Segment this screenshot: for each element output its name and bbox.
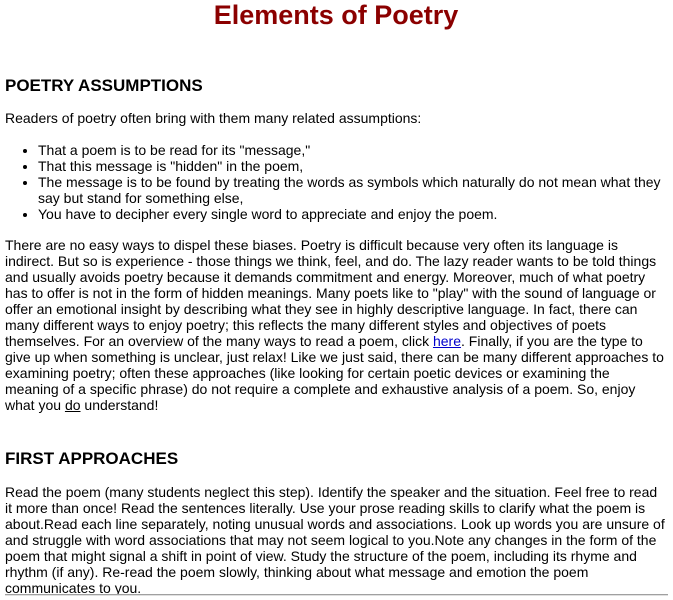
list-item: • That a poem is to be read for its "message," bbox=[38, 142, 667, 158]
paragraph-text: There are no easy ways to dispel these biases. Poetry is difficult because very often its language is indirect. But so is experience - those things we think, feel, and do. The lazy reader wants to be told things and usually avoids poetry because it demands commitment and energy. Moreover, much of what poetry has to offer is not in the form of hidden meanings. Many poets like to "play" with the sound of language or offer an emotional insight by describing what they see in highly descriptive language. In fact, there can many different ways to enjoy poetry; this reflects the many different styles and objectives of poets themselves. For an overview of the many ways to read a poem, click bbox=[5, 237, 657, 349]
horizontal-divider bbox=[5, 594, 668, 596]
assumption-list bbox=[5, 142, 667, 222]
here-link[interactable]: here bbox=[432, 333, 461, 349]
emphasis-do: do bbox=[64, 397, 81, 413]
list-item: • The message is to be found by treating the words as symbols which naturally do not mean what they say but stand for something else, bbox=[38, 174, 667, 206]
assumptions-intro: Readers of poetry often bring with them many related assumptions: bbox=[5, 110, 422, 126]
paragraph-text: . Finally, if you are the type to give up when something is unclear, just relax! Like we just said, there can be many different approaches to examining poetry; often these approaches (like looking for certain poetic devices or examining the meaning of a specific phrase) do not require a complete and exhaustive analysis of a poem. So, enjoy what you bbox=[5, 333, 664, 413]
paragraph-text: understand! bbox=[80, 397, 159, 413]
biases-paragraph bbox=[5, 237, 667, 413]
page-title: Elements of Poetry bbox=[213, 0, 459, 30]
list-item: • That this message is "hidden" in the poem, bbox=[38, 158, 667, 174]
section-heading-poetry-assumptions: POETRY ASSUMPTIONS bbox=[5, 76, 203, 95]
list-item: • You have to decipher every single word to appreciate and enjoy the poem. bbox=[38, 206, 667, 222]
first-approaches-paragraph: Read the poem (many students neglect this step). Identify the speaker and the situation. Feel free to read it more than once! Read the sentences literally. Use your prose reading skills to clarify what the poem is about.Read each line separately, noting unusual words and associations. Look up words you are unsure of and struggle with word associations that may not seem logical to you.Note any changes in the form of the poem that might signal a shift in point of view. Study the structure of the poem, including its rhyme and rhythm (if any). Re-read the poem slowly, thinking about what message and emotion the poem communicates to you. bbox=[5, 484, 665, 596]
section-heading-first-approaches: FIRST APPROACHES bbox=[5, 449, 179, 468]
